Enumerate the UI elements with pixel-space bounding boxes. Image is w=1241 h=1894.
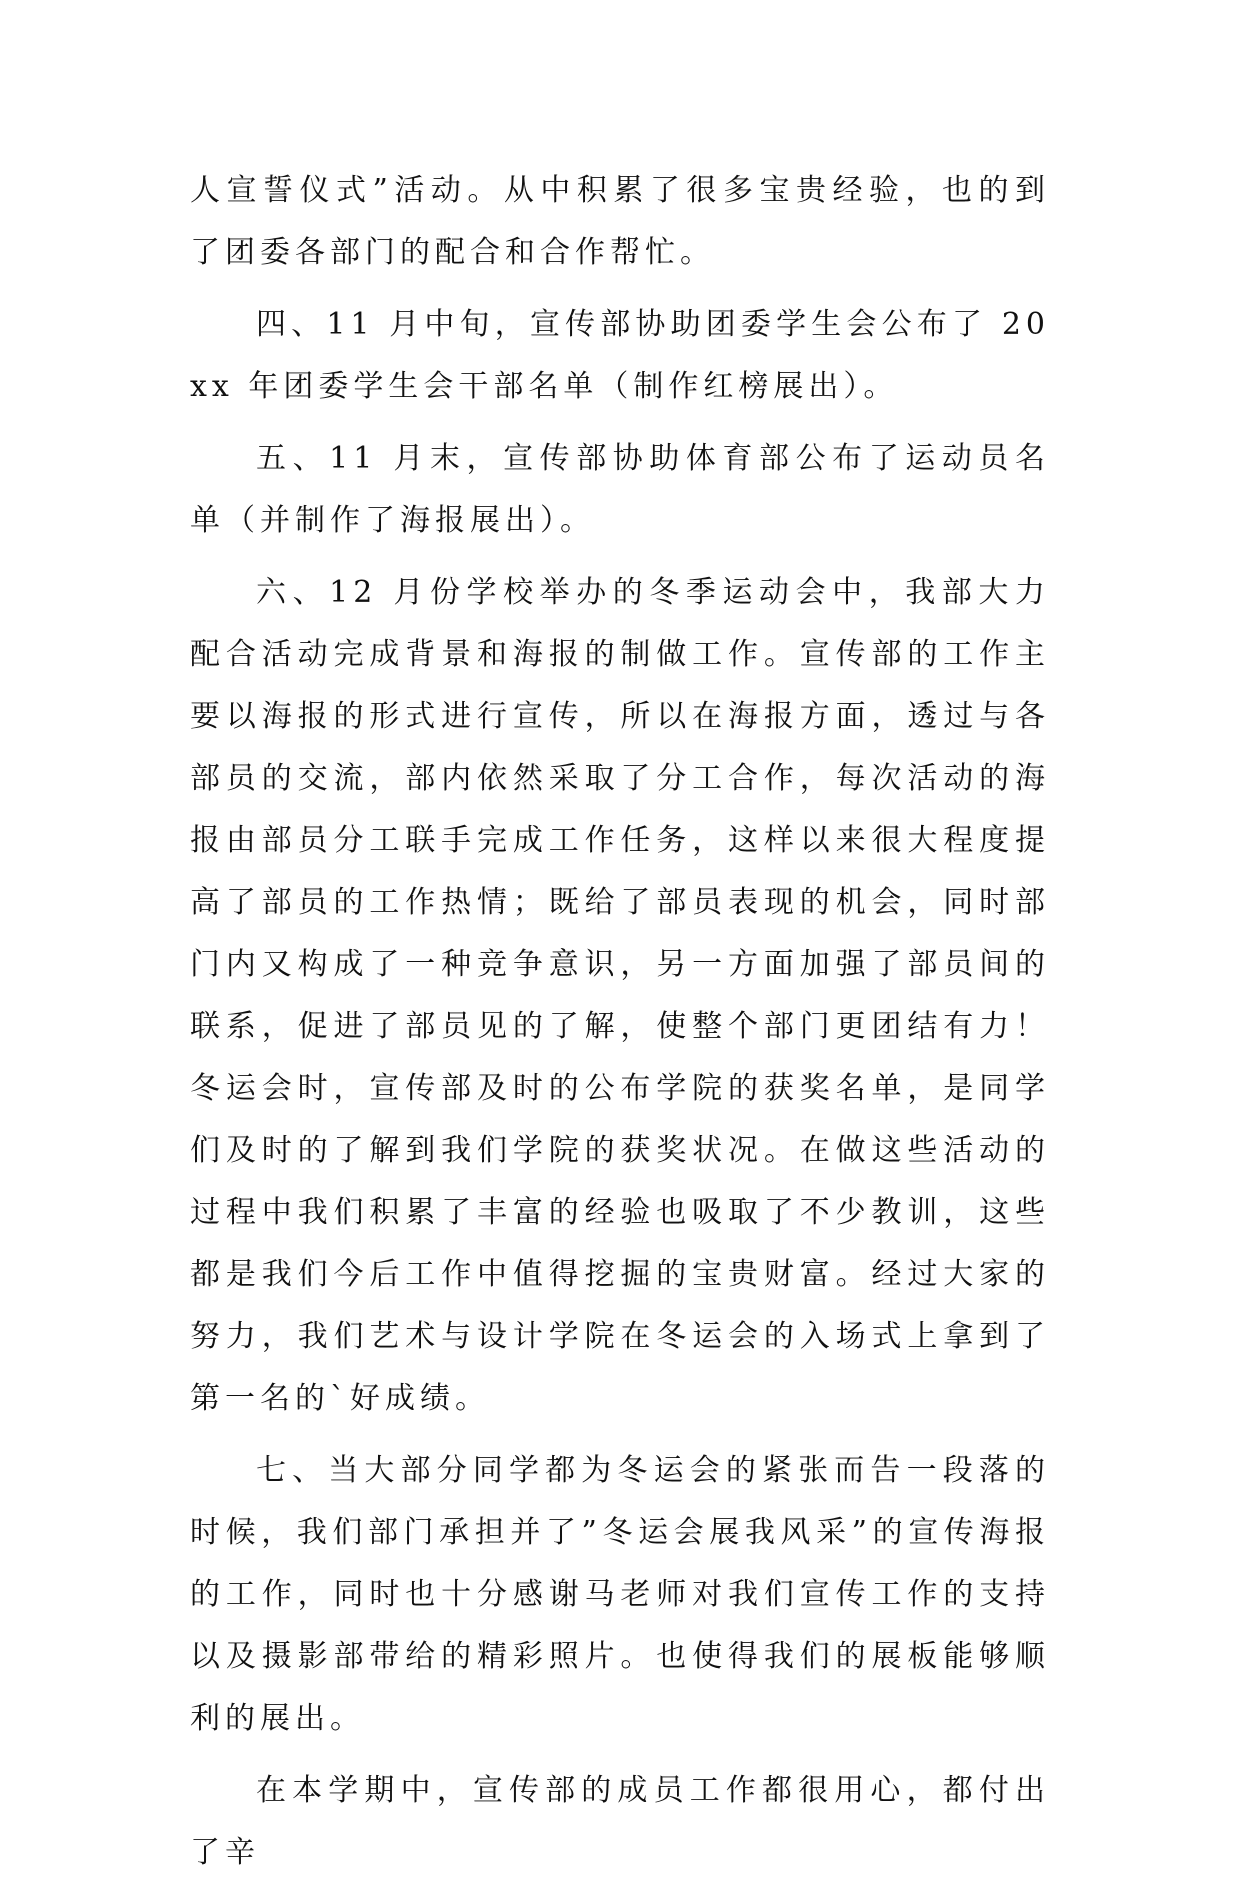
paragraph-item-5: 五、11 月末，宣传部协助体育部公布了运动员名单（并制作了海报展出）。	[190, 441, 1050, 538]
paragraph-item-7: 七、当大部分同学都为冬运会的紧张而告一段落的时候，我们部门承担并了”冬运会展我风采”的宣传海报的工作，同时也十分感谢马老师对我们宣传工作的支持以及摄影部带给的精彩照片。也使得我们的展板能够顺利的展出。	[190, 1453, 1050, 1736]
paragraph-item-6: 六、12 月份学校举办的冬季运动会中，我部大力配合活动完成背景和海报的制做工作。宣传部的工作主要以海报的形式进行宣传，所以在海报方面，透过与各部员的交流，部内依然采取了分工合作，每次活动的海报由部员分工联手完成工作任务，这样以来很大程度提高了部员的工作热情；既给了部员表现的机会，同时部门内又构成了一种竞争意识，另一方面加强了部员间的联系，促进了部员见的了解，使整个部门更团结有力！冬运会时，宣传部及时的公布学院的获奖名单，是同学们及时的了解到我们学院的获奖状况。在做这些活动的过程中我们积累了丰富的经验也吸取了不少教训，这些都是我们今后工作中值得挖掘的宝贵财富。经过大家的努力，我们艺术与设计学院在冬运会的入场式上拿到了第一名的`好成绩。	[190, 575, 1050, 1416]
document-body	[190, 160, 1050, 1894]
paragraph-item-4: 四、11 月中旬，宣传部协助团委学生会公布了 20xx 年团委学生会干部名单（制作红榜展出）。	[190, 307, 1050, 404]
paragraph-closing: 在本学期中，宣传部的成员工作都很用心，都付出了辛	[190, 1773, 1050, 1870]
paragraph-continuation: 人宣誓仪式”活动。从中积累了很多宝贵经验，也的到了团委各部门的配合和合作帮忙。	[190, 173, 1050, 270]
